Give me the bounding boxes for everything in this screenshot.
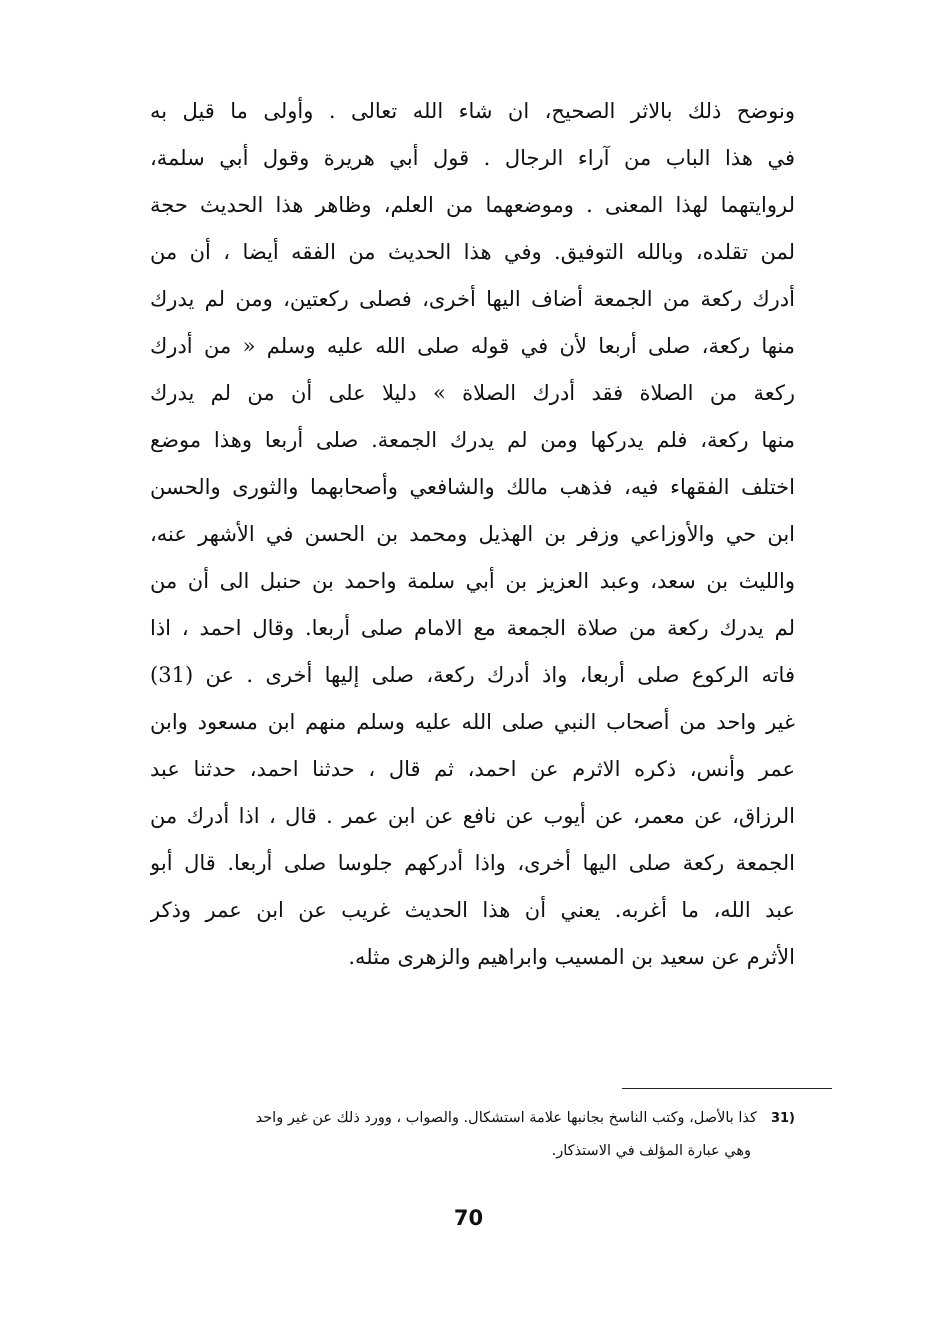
text-line: لم يدرك ركعة من صلاة الجمعة مع الامام صلى أربعا. وقال احمد ، اذا <box>150 616 795 640</box>
text-line: لمن تقلده، وبالله التوفيق. وفي هذا الحديث من الفقه أيضا ، أن من <box>150 240 795 264</box>
text-line: والليث بن سعد، وعبد العزيز بن أبي سلمة واحمد بن حنبل الى أن من <box>150 569 795 593</box>
text-line: لروايتهما لهذا المعنى . وموضعهما من العلم، وظاهر هذا الحديث حجة <box>150 193 795 217</box>
footnote-line-2: وهي عبارة المؤلف في الاستذكار. <box>551 1143 751 1159</box>
text-line: ابن حي والأوزاعي وزفر بن الهذيل ومحمد بن الحسن في الأشهر عنه، <box>150 522 795 546</box>
footnote-text: كذا بالأصل، وكتب الناسخ بجانبها علامة استشكال. والصواب ، وورد ذلك عن غير واحد <box>255 1110 757 1126</box>
text-line-last: الأثرم عن سعيد بن المسيب وابراهيم والزهرى مثله. <box>348 945 795 969</box>
text-line: ركعة من الصلاة فقد أدرك الصلاة » دليلا على أن من لم يدرك <box>150 381 795 405</box>
text-line: في هذا الباب من آراء الرجال . قول أبي هريرة وقول أبي سلمة، <box>150 146 795 170</box>
text-line: ونوضح ذلك بالاثر الصحيح، ان شاء الله تعالى . وأولى ما قيل به <box>150 99 795 123</box>
text-line: منها ركعة، صلى أربعا لأن في قوله صلى الله عليه وسلم « من أدرك <box>150 334 795 358</box>
text-line: عمر وأنس، ذكره الاثرم عن احمد، ثم قال ، حدثنا احمد، حدثنا عبد <box>150 757 795 781</box>
footnote <box>180 1102 795 1168</box>
footnote-divider <box>622 1088 832 1089</box>
page-number: 70 <box>453 1206 484 1230</box>
text-line: عبد الله، ما أغربه. يعني أن هذا الحديث غريب عن ابن عمر وذكر <box>150 898 795 922</box>
text-line: اختلف الفقهاء فيه، فذهب مالك والشافعي وأصحابهما والثورى والحسن <box>150 475 795 499</box>
text-line: منها ركعة، فلم يدركها ومن لم يدرك الجمعة. صلى أربعا وهذا موضع <box>150 428 795 452</box>
text-line: غير واحد من أصحاب النبي صلى الله عليه وسلم منهم ابن مسعود وابن <box>150 710 795 734</box>
text-line: الجمعة ركعة صلى اليها أخرى، واذا أدركهم جلوسا صلى أربعا. قال أبو <box>150 851 795 875</box>
text-line: الرزاق، عن معمر، عن أيوب عن نافع عن ابن عمر . قال ، اذا أدرك من <box>150 804 795 828</box>
main-text-block <box>150 88 795 981</box>
footnote-number: 31) <box>770 1111 795 1126</box>
text-line: أدرك ركعة من الجمعة أضاف اليها أخرى، فصلى ركعتين، ومن لم يدرك <box>150 287 795 311</box>
footnote-line-1 <box>180 1102 795 1135</box>
text-line: فاته الركوع صلى أربعا، واذ أدرك ركعة، صلى إليها أخرى . عن (31) <box>150 663 795 687</box>
